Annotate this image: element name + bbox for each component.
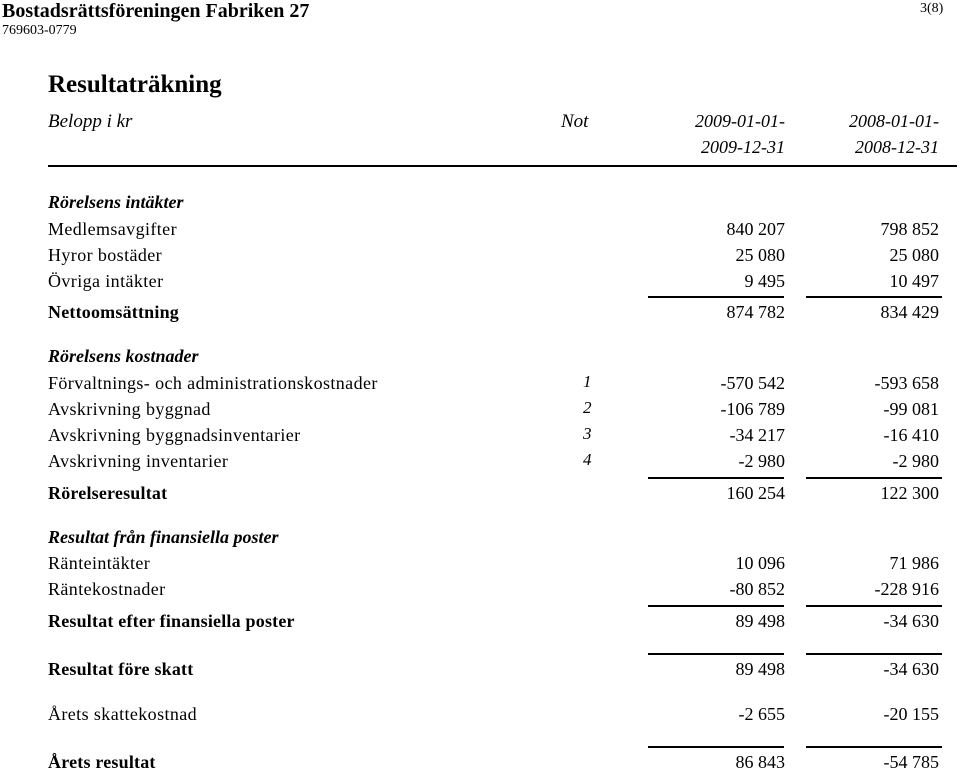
row-value-2009: -2 655 [738,704,785,724]
row-label-ovriga-intakter: Övriga intäkter [48,271,164,291]
row-label-ranteintakter: Ränteintäkter [48,553,151,573]
total-value-2009: 874 782 [726,302,785,322]
subtotal-rule-2008 [806,477,942,479]
row-value-2009: 9 495 [744,271,785,291]
row-label-avskrivning-inventarier: Avskrivning inventarier [48,451,229,471]
row-label-resultat-fore-skatt: Resultat före skatt [48,659,194,679]
row-value-2008: -16 410 [883,425,939,445]
note-reference: 2 [583,398,592,417]
row-value-2009: -80 852 [729,579,785,599]
row-value-2008: -228 916 [874,579,939,599]
total-value-2009: 86 843 [735,752,785,772]
subtotal-rule-2009 [648,746,784,748]
page-number: 3(8) [920,1,944,16]
total-value-2008: 834 429 [880,302,939,322]
row-value-2009: 25 080 [735,245,785,265]
subtotal-rule-2008 [806,296,942,298]
subtotal-rule-2008 [806,605,942,607]
total-value-2009: 89 498 [735,611,785,631]
row-label-avskrivning-byggnad: Avskrivning byggnad [48,399,211,419]
row-value-2008: 798 852 [880,219,939,239]
row-label-avskrivning-byggnadsinventarier: Avskrivning byggnadsinventarier [48,425,301,445]
total-value-2008: 122 300 [880,483,939,503]
section-heading-financial: Resultat från finansiella poster [48,527,279,547]
row-label-nettoomsattning: Nettoomsättning [48,302,179,322]
row-label-arets-resultat: Årets resultat [48,752,156,772]
subtotal-rule-2009 [648,653,784,655]
row-value-2009: -34 217 [729,425,785,445]
subtotal-rule-2009 [648,296,784,298]
row-value-2008: 10 497 [889,271,939,291]
row-value-2009: 840 207 [726,219,785,239]
section-heading-costs: Rörelsens kostnader [48,346,199,366]
note-reference: 4 [583,450,592,469]
row-value-2008: -593 658 [874,373,939,393]
row-label-resultat-efter-finansiella-poster: Resultat efter finansiella poster [48,611,295,631]
subtotal-rule-2008 [806,653,942,655]
total-value-2008: -54 785 [883,752,939,772]
row-value-2009: -570 542 [720,373,785,393]
total-value-2008: -34 630 [883,659,939,679]
total-value-2009: 89 498 [735,659,785,679]
page-title: Resultaträkning [48,71,222,98]
period2-end-header: 2008-12-31 [855,137,939,157]
row-label-hyror: Hyror bostäder [48,245,163,265]
period1-start-header: 2009-01-01- [695,111,785,131]
subtotal-rule-2009 [648,605,784,607]
row-value-2009: -106 789 [720,399,785,419]
row-label-medlemsavgifter: Medlemsavgifter [48,219,177,239]
row-value-2008: 25 080 [889,245,939,265]
subtotal-rule-2008 [806,746,942,748]
organization-number: 769603-0779 [2,23,77,38]
organization-name: Bostadsrättsföreningen Fabriken 27 [2,0,310,22]
note-column-header: Not [561,111,589,132]
row-label-arets-skattekostnad: Årets skattekostnad [48,704,198,724]
note-reference: 1 [583,372,592,391]
row-value-2009: 10 096 [735,553,785,573]
header-divider [48,165,957,167]
row-value-2008: -2 980 [892,451,939,471]
section-heading-income: Rörelsens intäkter [48,192,184,212]
row-value-2008: -99 081 [883,399,939,419]
period1-end-header: 2009-12-31 [701,137,785,157]
row-value-2008: 71 986 [889,553,939,573]
note-reference: 3 [583,424,592,443]
amount-unit-header: Belopp i kr [48,111,133,132]
row-value-2009: -2 980 [738,451,785,471]
total-value-2009: 160 254 [726,483,785,503]
row-label-forvaltning: Förvaltnings- och administrationskostnader [48,373,378,393]
period2-start-header: 2008-01-01- [849,111,939,131]
row-value-2008: -20 155 [883,704,939,724]
subtotal-rule-2009 [648,477,784,479]
total-value-2008: -34 630 [883,611,939,631]
row-label-rantekostnader: Räntekostnader [48,579,166,599]
row-label-rorelseresultat: Rörelseresultat [48,483,168,503]
